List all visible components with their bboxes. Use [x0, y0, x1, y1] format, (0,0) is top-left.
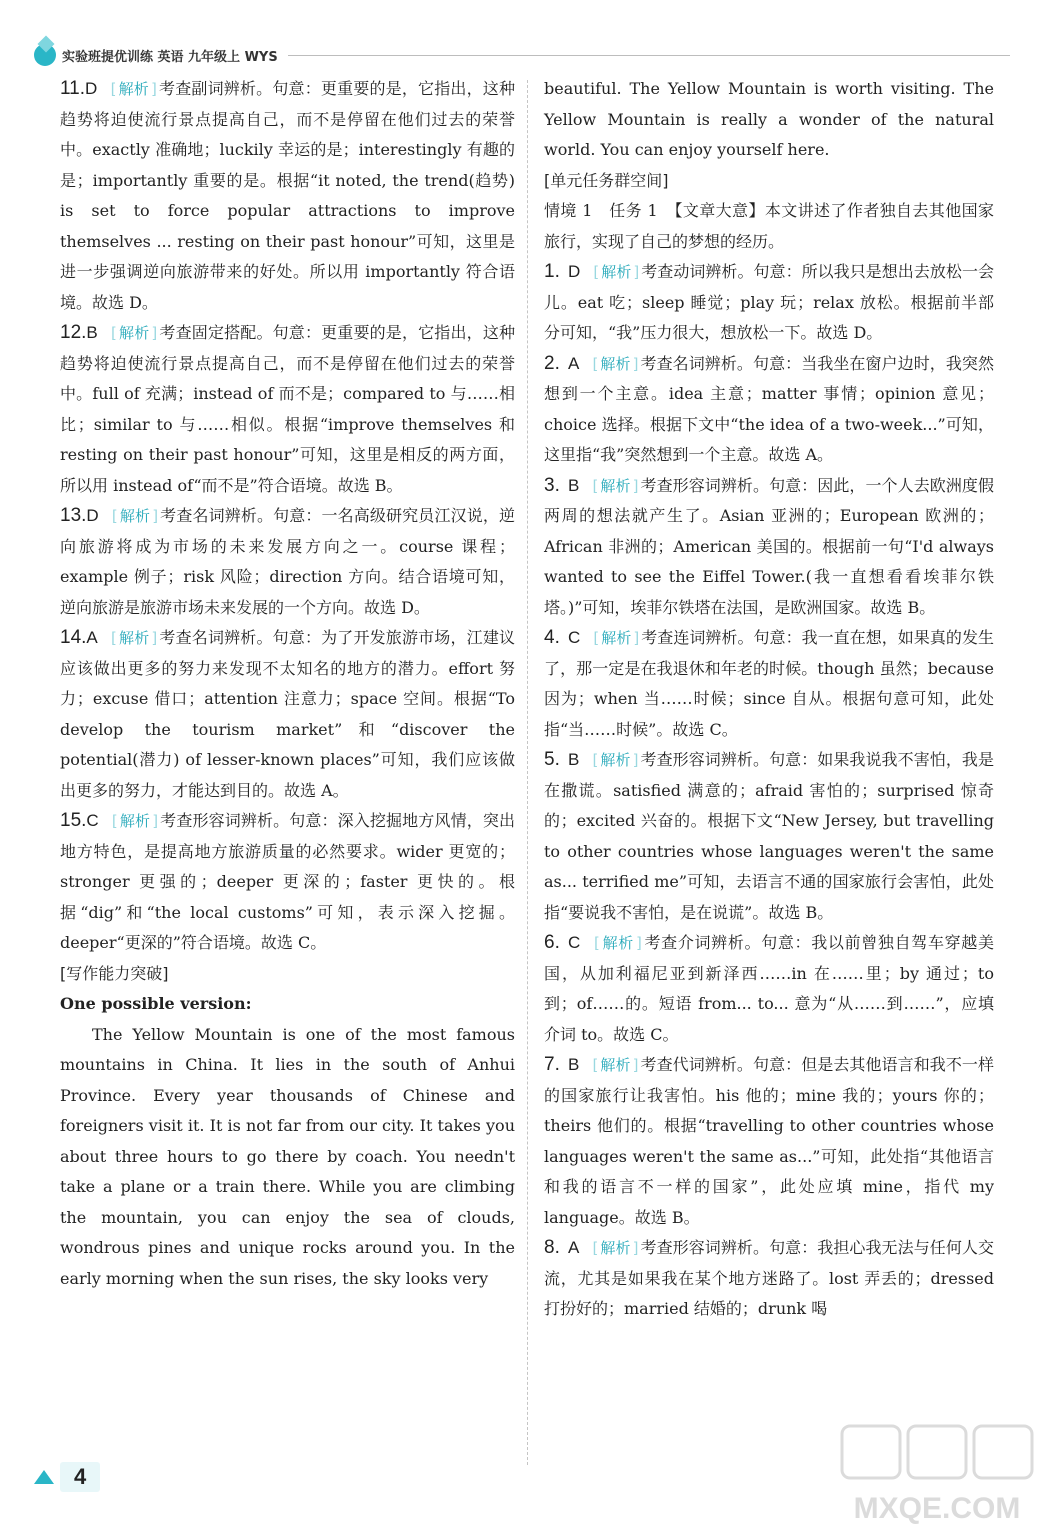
- analysis-tag: [ 解析 ]: [591, 477, 641, 495]
- analysis-text: 考查形容词辨析。句意：深入挖掘地方风情，突出地方特色，是提高地方旅游质量的必然要求。wider 更宽的；stronger 更强的；deeper 更深的；faster 更快的。根据“dig”和“the local customs”可知，表示深入挖掘。deeper“更深的”符合语境。故选 C。: [60, 811, 515, 952]
- column-divider: [527, 80, 528, 1465]
- watermark-box-2: [908, 1426, 966, 1478]
- essay-text: The Yellow Mountain is one of the most famous mountains in China. It lies in the south of Anhui Province. Every year thousands of Chinese and foreigners visit it. It is not far from our city. It takes you about three hours to go there by coach. You needn't take a plane or a train there. While you are climbing the mountain, you can enjoy the sea of clouds, wondrous pines and unique rocks around you. In the early morning when the sun rises, the sky looks very: [60, 1024, 515, 1288]
- answer-letter: B: [568, 475, 580, 495]
- answer-letter: C: [568, 628, 581, 647]
- question-number: 3.: [544, 474, 560, 496]
- answer-letter: C: [86, 811, 99, 830]
- analysis-tag: [ 解析 ]: [109, 80, 159, 98]
- answer-item-2: [544, 349, 994, 471]
- watermark-logo: [832, 1420, 1042, 1530]
- analysis-text: 考查名词辨析。句意：当我坐在窗户边时，我突然想到一个主意。idea 主意；matter 事情；opinion 意见；choice 选择。根据下文中“the idea of a two-week...”可知，这里指“我”突然想到一个主意。故选 A。: [544, 353, 994, 464]
- question-number: 14.: [60, 627, 87, 648]
- analysis-tag: [ 解析 ]: [591, 1239, 641, 1257]
- arrow-up-icon: [34, 1470, 54, 1484]
- analysis-tag: [ 解析 ]: [591, 629, 641, 647]
- question-number: 11.: [60, 78, 86, 99]
- answer-item-1: [544, 257, 994, 349]
- section-heading-task: [单元任务群空间]: [544, 170, 669, 190]
- analysis-tag: [ 解析 ]: [110, 812, 160, 830]
- analysis-text: 考查连词辨析。句意：我一直在想，如果真的发生了，那一定是在我退休和年老的时候。though 虽然；because 因为；when 当……时候；since 自从。根据句意可知，此处指“当……时候”。故选 C。: [544, 628, 994, 739]
- answer-item-7: [544, 1050, 994, 1233]
- question-number: 2.: [544, 352, 560, 374]
- question-number: 7.: [544, 1054, 560, 1075]
- answer-item-12: [60, 318, 515, 501]
- watermark-text: MXQE.COM: [853, 1492, 1021, 1525]
- analysis-text: 考查形容词辨析。句意：因此，一个人去欧洲度假两周的想法就产生了。Asian 亚洲的；European 欧洲的；African 非洲的；American 美国的。根据前一句“I'd always wanted to see the Eiffel Tower.(我一直想看看埃菲尔铁塔。)”可知，埃菲尔铁塔在法国，是欧洲国家。故选 B。: [544, 475, 994, 617]
- analysis-tag: [ 解析 ]: [109, 629, 159, 647]
- analysis-tag: [ 解析 ]: [591, 263, 641, 281]
- answer-item-14: [60, 623, 515, 806]
- analysis-text: 考查形容词辨析。句意：我担心我无法与任何人交流，尤其是如果我在某个地方迷路了。lost 弄丢的；dressed 打扮好的；married 结婚的；drunk 喝: [544, 1238, 994, 1318]
- question-number: 1.: [544, 261, 560, 282]
- answer-letter: B: [86, 323, 98, 342]
- answer-item-11: [60, 74, 515, 318]
- answer-letter: B: [568, 750, 580, 769]
- analysis-text: 考查名词辨析。句意：为了开发旅游市场，江建议应该做出更多的努力来发现不太知名的地方的潜力。effort 努力；excuse 借口；attention 注意力；space 空间。根据“To develop the tourism market”和“discover the potential(潜力) of lesser-known places”可知，我们应该做出更多的努力，才能达到目的。故选 A。: [60, 628, 515, 800]
- analysis-tag: [ 解析 ]: [109, 324, 159, 342]
- question-number: 8.: [544, 1237, 560, 1258]
- left-column: [60, 74, 515, 1294]
- answer-item-8: [544, 1233, 994, 1325]
- page-number: 4: [60, 1462, 100, 1492]
- answer-item-4: [544, 623, 994, 745]
- answer-letter: B: [568, 1055, 580, 1074]
- answer-letter: A: [568, 1238, 580, 1257]
- header-rule: [288, 55, 1010, 56]
- question-number: 15.: [60, 810, 87, 831]
- answer-letter: A: [86, 628, 98, 647]
- question-number: 5.: [544, 749, 560, 770]
- analysis-tag: [ 解析 ]: [591, 355, 641, 373]
- answer-letter: D: [86, 506, 99, 525]
- answer-item-5: [544, 745, 994, 928]
- essay-continuation: beautiful. The Yellow Mountain is worth visiting. The Yellow Mountain is really a wonder of the natural world. You can enjoy yourself here.: [544, 79, 994, 159]
- analysis-text: 考查名词辨析。句意：一名高级研究员江汉说，逆向旅游将成为市场的未来发展方向之一。course 课程；example 例子；risk 风险；direction 方向。结合语境可知，逆向旅游是旅游市场未来发展的一个方向。故选 D。: [60, 506, 515, 617]
- analysis-tag: [ 解析 ]: [110, 507, 160, 525]
- task-intro: 情境 1 任务 1 【文章大意】本文讲述了作者独自去其他国家旅行，实现了自己的梦想的经历。: [544, 201, 994, 251]
- analysis-tag: [ 解析 ]: [591, 1056, 641, 1074]
- page-header: [34, 40, 1010, 70]
- version-label: One possible version:: [60, 994, 252, 1013]
- answer-letter: D: [568, 262, 581, 281]
- section-heading-writing: [写作能力突破]: [60, 963, 169, 983]
- answer-letter: D: [85, 79, 98, 98]
- question-number: 12.: [60, 322, 87, 343]
- book-logo-icon: [34, 44, 56, 66]
- watermark-box-3: [974, 1426, 1032, 1478]
- analysis-text: 考查介词辨析。句意：我以前曾独自驾车穿越美国，从加利福尼亚到新泽西……in 在……里；by 通过；to 到；of……的。短语 from... to... 意为“从……到……”，应填介词 to。故选 C。: [544, 933, 994, 1044]
- right-column: [544, 74, 994, 1325]
- page-footer: [34, 1462, 100, 1492]
- analysis-tag: [ 解析 ]: [592, 934, 644, 952]
- analysis-text: 考查固定搭配。句意：更重要的是，它指出，这种趋势将迫使流行景点提高自己，而不是停留在他们过去的荣誉中。full of 充满；instead of 而不是；compared to 与……相比；similar to 与……相似。根据“improve themselves 和 resting on their past honour”可知，这里是相反的两方面，所以用 instead of“而不是”符合语境。故选 B。: [60, 323, 515, 495]
- question-number: 4.: [544, 627, 560, 648]
- analysis-text: 考查动词辨析。句意：所以我只是想出去放松一会儿。eat 吃；sleep 睡觉；play 玩；relax 放松。根据前半部分可知，“我”压力很大，想放松一下。故选 D。: [544, 262, 994, 342]
- analysis-text: 考查副词辨析。句意：更重要的是，它指出，这种趋势将迫使流行景点提高自己，而不是停留在他们过去的荣誉中。exactly 准确地；luckily 幸运的是；interestingly 有趣的是；importantly 重要的是。根据“it noted, the trend(趋势) is set to force popular attractions to improve themselves ... resting on their past honour”可知，这里是进一步强调逆向旅游带来的好处。所以用 importantly 符合语境。故选 D。: [60, 79, 515, 312]
- answer-letter: C: [568, 933, 581, 952]
- analysis-text: 考查形容词辨析。句意：如果我说我不害怕，我是在撒谎。satisfied 满意的；afraid 害怕的；surprised 惊奇的；excited 兴奋的。根据下文“New Jersey, but travelling to other countries whose languages weren't the same as... terrified me”可知，去语言不通的国家旅行会害怕，此处指“要说我不害怕，是在说谎”。故选 B。: [544, 750, 994, 922]
- question-number: 13.: [60, 505, 87, 526]
- header-title: 实验班提优训练 英语 九年级上 WYS: [62, 49, 278, 65]
- question-number: 6.: [544, 932, 560, 953]
- watermark-box-1: [842, 1426, 900, 1478]
- answer-item-13: [60, 501, 515, 623]
- answer-item-15: [60, 806, 515, 959]
- answer-item-6: [544, 928, 994, 1050]
- analysis-text: 考查代词辨析。句意：但是去其他语言和我不一样的国家旅行让我害怕。his 他的；mine 我的；yours 你的；theirs 他们的。根据“travelling to other countries whose languages weren't the same as...”可知，此处指“其他语言和我的语言不一样的国家”，此处应填 mine，指代 my language。故选 B。: [544, 1055, 994, 1227]
- analysis-tag: [ 解析 ]: [591, 751, 641, 769]
- answer-letter: A: [568, 353, 580, 373]
- answer-item-3: [544, 471, 994, 624]
